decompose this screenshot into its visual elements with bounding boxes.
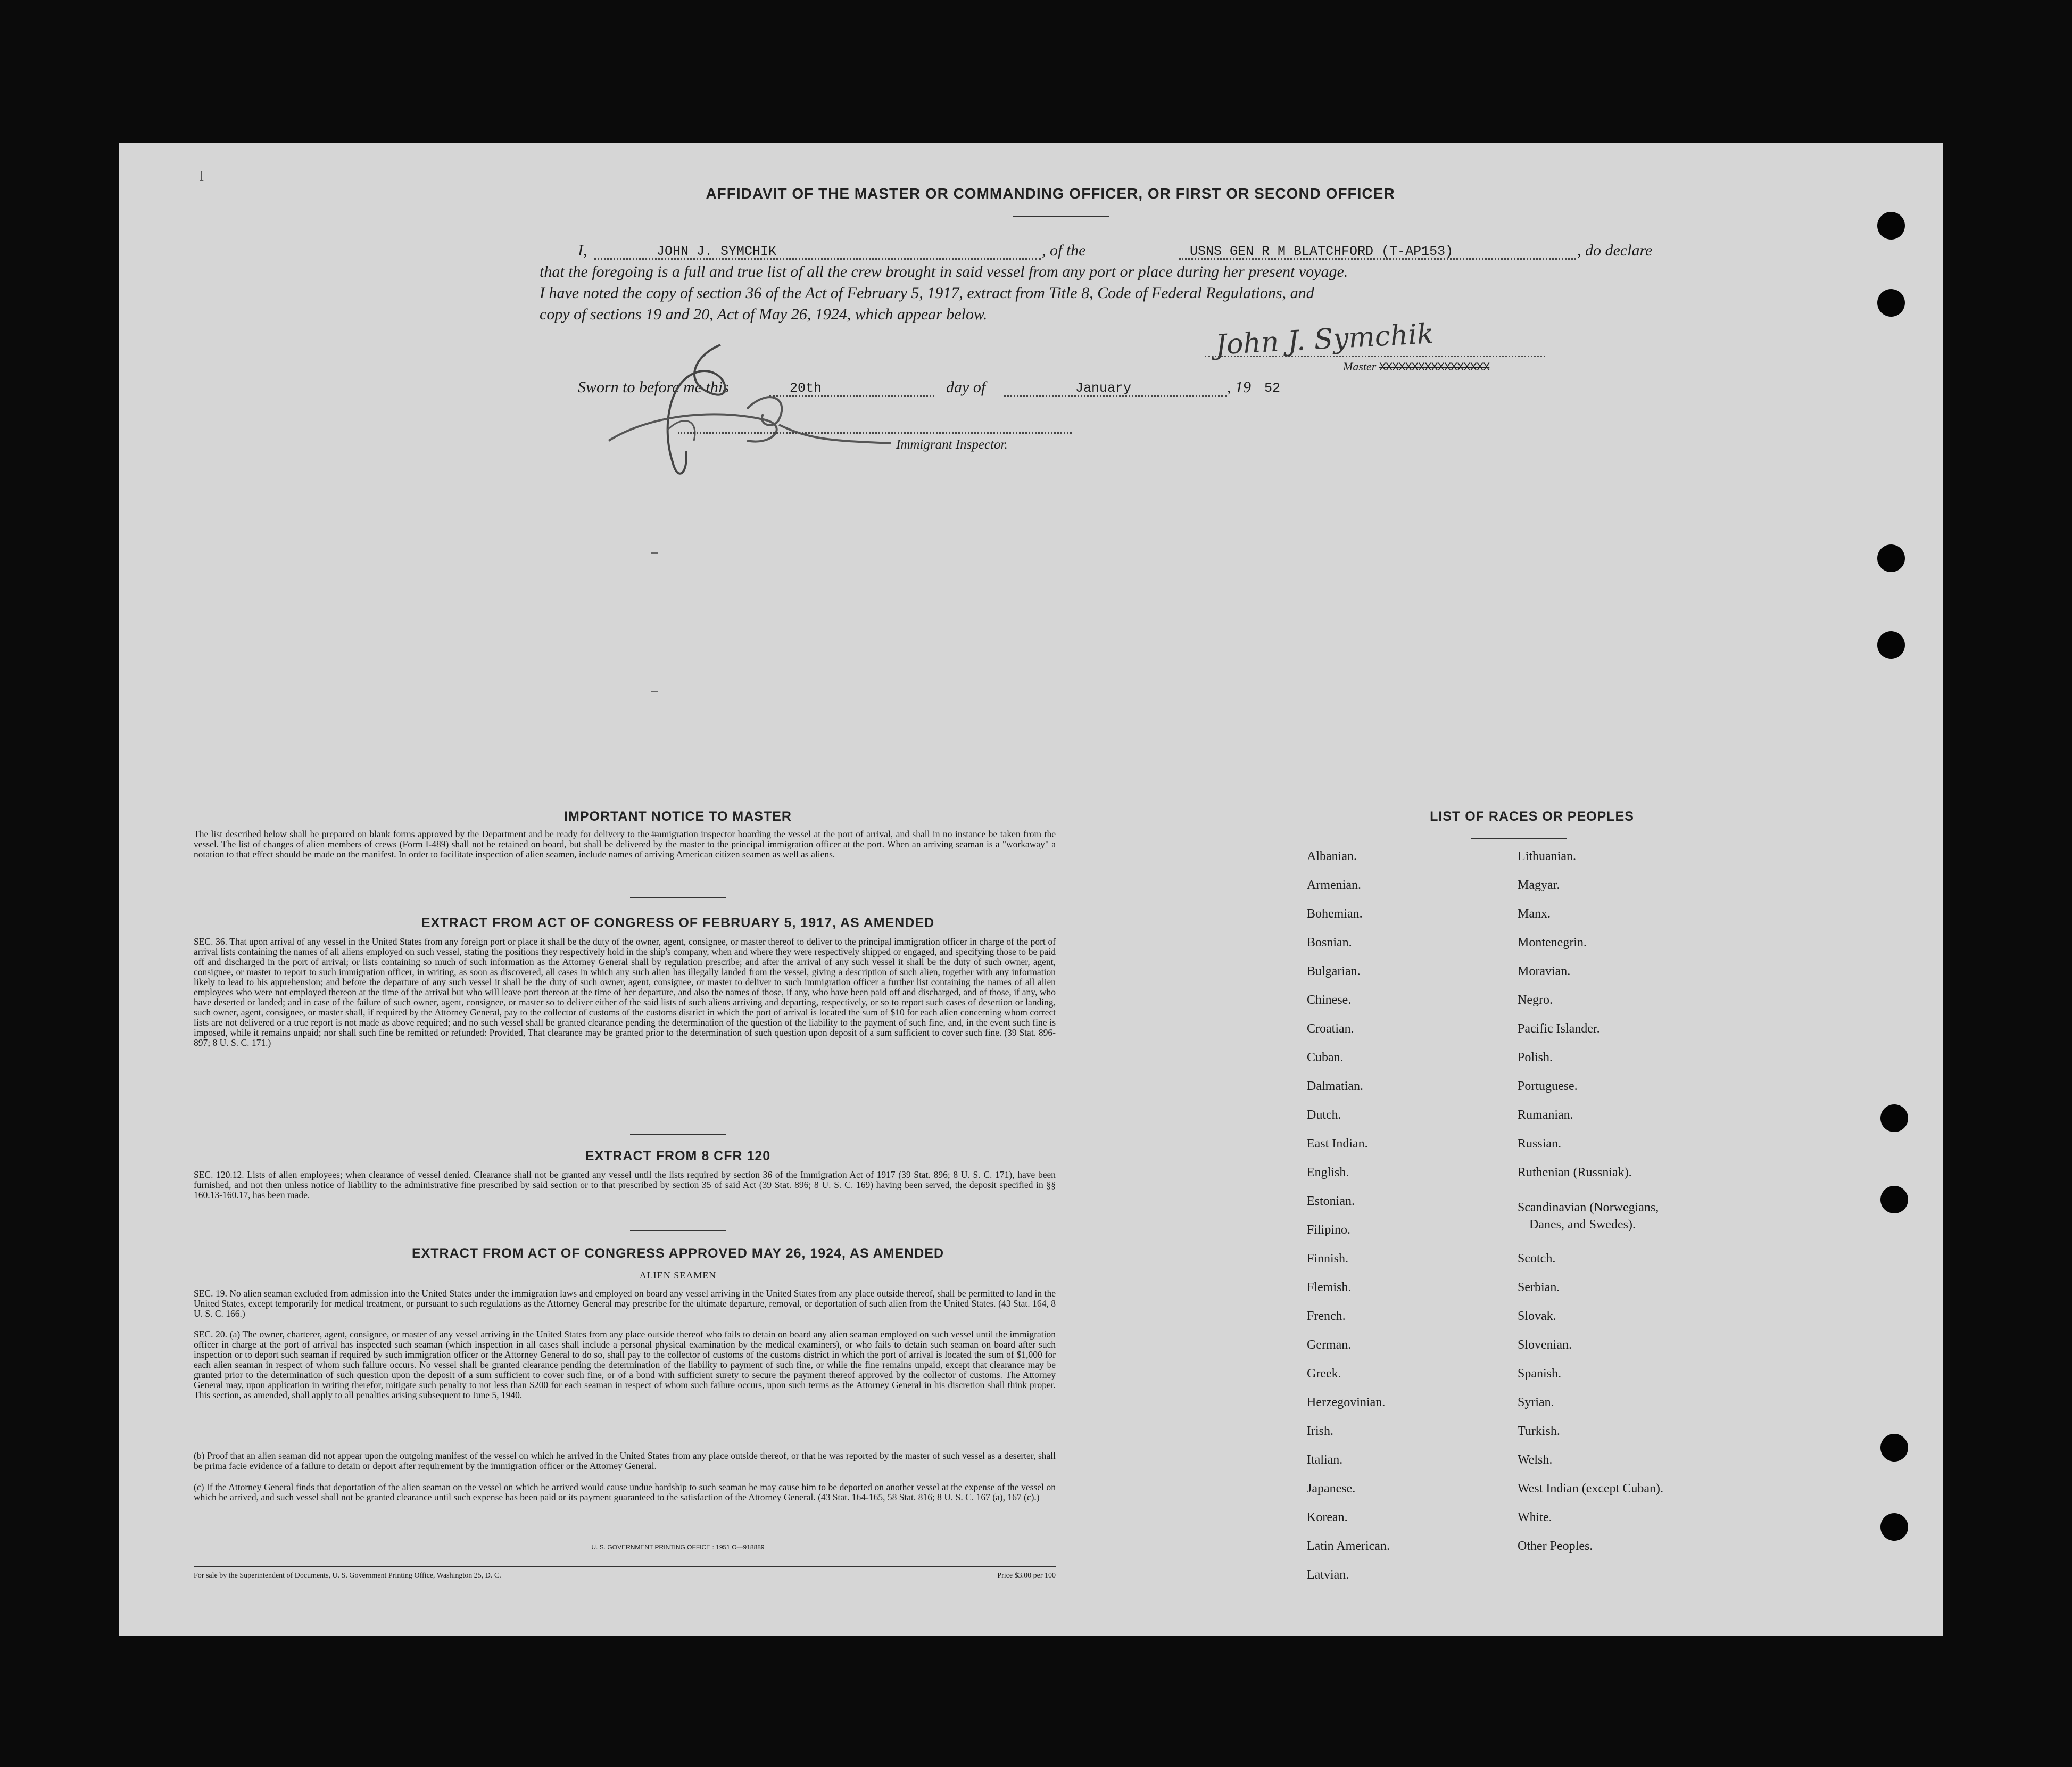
master-signature-line [1205,354,1545,357]
notice-rule [630,897,726,898]
sale-note: For sale by the Superintendent of Documents, U. S. Government Printing Office, Washington 25, D. C. [194,1572,501,1580]
race-left-item: English. [1307,1166,1349,1179]
inspector-label: Immigrant Inspector. [896,437,1008,452]
punch-hole [1880,1513,1908,1541]
race-left-item: Bohemian. [1307,907,1363,921]
notice-body: The list described below shall be prepared on blank forms approved by the Department and be ready for delivery to the immigration inspector boarding the vessel at the port of arrival, and shall in no instance be taken from the vessel. The list of changes of alien members of crews (Form I-489) shall not be retained on board, but shall be delivered by the master to the principal immigration officer at the port. When an arriving seaman is a "workaway" a notation to that effect should be made on the manifest. In order to facilitate inspection of alien seamen, include names of arriving American citizen seamen as well as aliens. [194,829,1056,860]
race-right-item: Negro. [1518,993,1553,1007]
affidavit-line-4: copy of sections 19 and 20, Act of May 26, 1924, which appear below. [540,305,988,323]
race-right-item: West Indian (except Cuban). [1518,1482,1663,1496]
punch-hole [1877,289,1905,317]
race-left-item: Bulgarian. [1307,964,1361,978]
race-left-item: Estonian. [1307,1194,1355,1208]
race-left-item: Japanese. [1307,1482,1356,1496]
year-value: 52 [1264,381,1281,396]
race-left-item: Chinese. [1307,993,1352,1007]
race-left-item: Irish. [1307,1424,1333,1438]
race-left-item: Bosnian. [1307,936,1352,949]
race-right-item: Russian. [1518,1137,1562,1151]
month-value: January [1075,381,1132,396]
race-right-item: Other Peoples. [1518,1539,1593,1553]
price-note: Price $3.00 per 100 [997,1572,1056,1580]
day-of-text: day of [946,378,986,396]
race-right-item: Slovenian. [1518,1338,1572,1352]
race-right-item: Danes, and Swedes). [1529,1218,1636,1232]
affidavit-i: I, [578,242,587,259]
race-left-item: Flemish. [1307,1281,1352,1294]
printing-office-note: U. S. GOVERNMENT PRINTING OFFICE : 1951 O—918889 [591,1543,765,1551]
extract-1917-title: EXTRACT FROM ACT OF CONGRESS OF FEBRUARY 5, 1917, AS AMENDED [421,915,935,930]
margin-mark: I [199,168,204,185]
section-20c-text: (c) If the Attorney General finds that deportation of the alien seaman on the vessel on which he arrived would cause undue hardship to such seaman he may cause him to be deported on another vessel at the expense of the vessel on which he arrived, and such vessel shall not be granted clearance until such expense has been paid or its payment guaranteed to the satisfaction of the Attorney General. (43 Stat. 164-165, 58 Stat. 816; 8 U. S. C. 167 (a), 167 (c).) [194,1482,1056,1502]
master-label: Master [1343,360,1377,373]
race-left-item: Dutch. [1307,1108,1341,1122]
punch-hole [1877,631,1905,659]
title-rule [1013,216,1109,217]
race-right-item: Pacific Islander. [1518,1022,1600,1036]
scan-mark [651,691,658,692]
race-right-item: Moravian. [1518,964,1571,978]
notice-title: IMPORTANT NOTICE TO MASTER [564,809,792,824]
punch-hole [1880,1434,1908,1462]
race-left-item: Dalmatian. [1307,1079,1363,1093]
year-prefix: , 19 [1227,378,1251,396]
extract-1924-title: EXTRACT FROM ACT OF CONGRESS APPROVED MAY 26, 1924, AS AMENDED [411,1246,944,1261]
extract-cfr-rule [630,1230,726,1231]
race-right-item: Portuguese. [1518,1079,1578,1093]
inspector-signature-line [678,431,1072,434]
race-left-item: Albanian. [1307,849,1357,863]
of-the-text: , of the [1042,242,1086,259]
race-left-item: Cuban. [1307,1051,1344,1064]
race-right-item: Slovak. [1518,1309,1556,1323]
alien-seamen-subtitle: ALIEN SEAMEN [639,1270,717,1281]
sworn-text: Sworn to before me this [578,378,729,396]
race-left-item: Italian. [1307,1453,1343,1467]
races-title: LIST OF RACES OR PEOPLES [1430,809,1634,824]
inspector-signature [587,334,907,494]
race-left-item: French. [1307,1309,1346,1323]
race-left-item: German. [1307,1338,1352,1352]
race-left-item: Filipino. [1307,1223,1351,1237]
section-20a-text: SEC. 20. (a) The owner, charterer, agent, consignee, or master of any vessel arriving in the United States from any place outside thereof who fails to detain on board any alien seaman employed on such vessel until the immigration officer in charge at the port of arrival has inspected such seaman (which inspection in all cases shall include a personal physical examination by the medical examiners), or who fails to detain such seaman on board after such inspection or to deport such seaman if required by such immigration officer or the Attorney General to do so, shall pay to the collector of customs of the customs district in which the port of arrival is located the sum of $1,000 for each alien seaman in respect of whom such failure occurs. No vessel shall be granted clearance pending the determination of the liability to payment of such fine, or while the fine remains unpaid, except that clearance may be granted prior to the determination of such question upon the deposit of a sum sufficient to cover such fine, or of a bond with sufficient surety to secure the payment thereof approved by the collector of customs. The Attorney General may, upon application in writing therefor, mitigate such penalty to not less than $200 for each seaman in respect of whom such failure occurs, upon such terms as the Attorney General in his discretion shall think proper. This section, as amended, shall apply to all penalties arising subsequent to June 5, 1940. [194,1329,1056,1400]
do-declare-text: , do declare [1577,242,1653,259]
extract-cfr-body: SEC. 120.12. Lists of alien employees; when clearance of vessel denied. Clearance shall not be granted any vessel until the lists required by section 36 of the Immigration Act of 1917 (39 Stat. 896; 8 U. S. C. 171), have been furnished, and not then unless notice of liability to the administrative fine prescribed by said section or to that prescribed by section 35 of said Act (39 Stat. 896; 8 U. S. C. 169) having been served, the deposit specified in §§ 160.13-160.17, has been made. [194,1169,1056,1200]
punch-hole [1880,1104,1908,1132]
race-right-item: Scandinavian (Norwegians, [1518,1201,1659,1215]
race-left-item: East Indian. [1307,1137,1368,1151]
master-signature: John J. Symchik [1214,318,1435,361]
race-right-item: Polish. [1518,1051,1553,1064]
races-rule [1471,838,1567,839]
race-right-item: Rumanian. [1518,1108,1573,1122]
affidavit-line-1 [578,240,1674,261]
race-right-item: Turkish. [1518,1424,1560,1438]
race-left-item: Korean. [1307,1510,1348,1524]
affidavit-line-3: I have noted the copy of section 36 of the Act of February 5, 1917, extract from Title 8, Code of Federal Regulations, and [540,284,1314,302]
vessel-name: USNS GEN R M BLATCHFORD (T-AP153) [1190,244,1454,259]
punch-hole [1877,544,1905,572]
extract-cfr-title: EXTRACT FROM 8 CFR 120 [585,1149,771,1163]
extract-1917-body: SEC. 36. That upon arrival of any vessel in the United States from any foreign port or place it shall be the duty of the owner, agent, consignee, or master thereof to deliver to the principal immigration officer in charge of the port of arrival lists containing the names of all aliens employed on such vessel, stating the positions they respectively hold in the ship's company, when and where they were respectively shipped or engaged, and specifying those to be paid off and discharged in the port of arrival; or lists containing so much of such information as the Attorney General shall by regulation prescribe; and after the arrival of any such vessel it shall be the duty of such owner, agent, consignee, or master to report to such immigration officer, in writing, as soon as discovered, all cases in which any such alien has illegally landed from the vessel, giving a description of such alien, together with any information likely to lead to his apprehension; and before the departure of any such vessel it shall be the duty of such owner, agent, consignee, or master to deliver to such immigration officer a further list containing the names of all alien employees who were not employed thereon at the time of the arrival but who will leave port thereon at the time of her departure, and also the names of those, if any, who have been paid off and discharged, and of those, if any, who have deserted or landed; and in case of the failure of such owner, agent, consignee, or master so to deliver either of the said lists of such aliens arriving and departing, respectively, or so to report such cases of desertion or landing, such owner, agent, consignee, or master shall, if required by the Attorney General, pay to the collector of customs of the customs district in which the port of arrival is located the sum of $10 for each alien concerning whom correct lists are not delivered or a true report is not made as above required; and no such vessel shall be granted clearance pending the determination of the question of the liability to the payment of such fine, and, in the event such fine is imposed, while it remains unpaid; nor shall such fine be remitted or refunded: Provided, That clearance may be granted prior to the determination of such question upon deposit of a sum sufficient to cover such fine. (39 Stat. 896-897; 8 U. S. C. 171.) [194,936,1056,1048]
race-left-item: Armenian. [1307,878,1361,892]
scan-mark [651,552,658,554]
race-right-item: Ruthenian (Russniak). [1518,1166,1632,1179]
race-left-item: Herzegovinian. [1307,1396,1386,1409]
affidavit-line-2: that the foregoing is a full and true list of all the crew brought in said vessel from any port or place during her present voyage. [540,263,1348,280]
punch-hole [1880,1186,1908,1213]
race-right-item: Syrian. [1518,1396,1554,1409]
race-right-item: Magyar. [1518,878,1560,892]
race-right-item: Lithuanian. [1518,849,1576,863]
race-right-item: Scotch. [1518,1252,1556,1266]
race-right-item: Montenegrin. [1518,936,1587,949]
master-name: JOHN J. SYMCHIK [657,244,777,259]
race-right-item: White. [1518,1510,1552,1524]
master-label-row [1343,360,1489,374]
footer-rule [194,1566,1056,1567]
extract-1917-rule [630,1134,726,1135]
race-right-item: Welsh. [1518,1453,1553,1467]
section-20b-text: (b) Proof that an alien seaman did not appear upon the outgoing manifest of the vessel on which he arrived in the United States from any place outside thereof, or that he was reported by the master of such vessel as a deserter, shall be prima facie evidence of a failure to detain or deport after requirement by the immigration officer or the Attorney General. [194,1450,1056,1471]
race-left-item: Greek. [1307,1367,1341,1381]
affidavit-title: AFFIDAVIT OF THE MASTER OR COMMANDING OFFICER, OR FIRST OR SECOND OFFICER [706,185,1395,202]
section-19-text: SEC. 19. No alien seaman excluded from admission into the United States under the immigration laws and employed on board any vessel arriving in the United States from any place outside thereof, shall be permitted to land in the United States, except temporarily for medical treatment, or pursuant to such regulations as the Attorney General may prescribe for the ultimate departure, removal, or deportation of such alien from the United States. (43 Stat. 164, 8 U. S. C. 166.) [194,1288,1056,1319]
race-left-item: Croatian. [1307,1022,1354,1036]
race-right-item: Spanish. [1518,1367,1562,1381]
race-left-item: Finnish. [1307,1252,1349,1266]
race-right-item: Serbian. [1518,1281,1560,1294]
affidavit-page [119,143,1943,1636]
race-left-item: Latvian. [1307,1568,1349,1582]
race-left-item: Latin American. [1307,1539,1390,1553]
day-value: 20th [790,381,822,396]
master-strikeout: XXXXXXXXXXXXXXXXX [1379,361,1490,374]
race-right-item: Manx. [1518,907,1551,921]
punch-hole [1877,212,1905,240]
